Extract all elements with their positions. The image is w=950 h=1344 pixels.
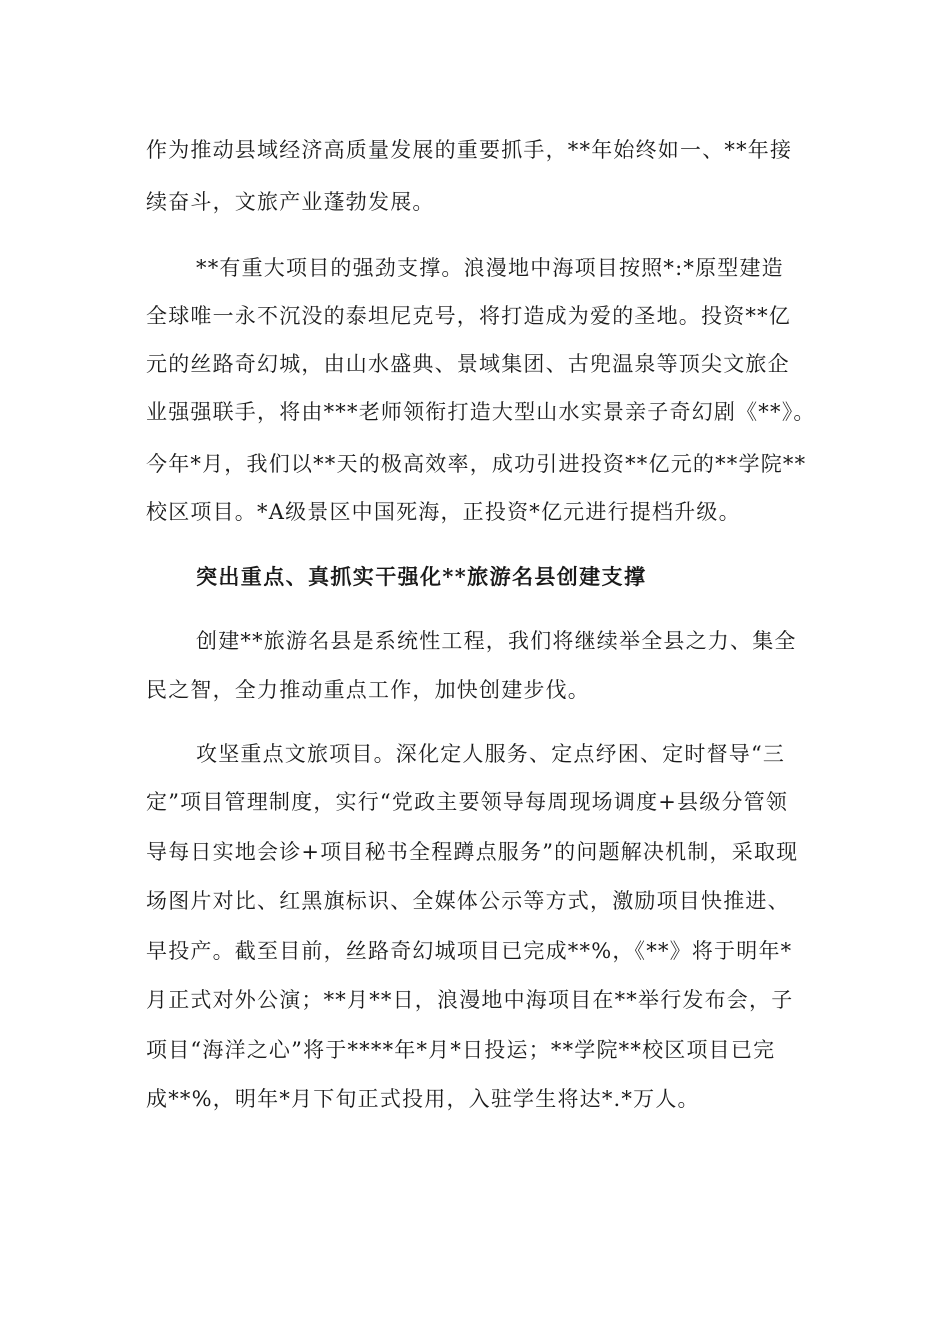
paragraph-4-line-2: 定”项目管理制度，实行“党政主要领导每周现场调度+县级分管领: [146, 790, 789, 814]
paragraph-1-line-1: 作为推动县域经济高质量发展的重要抓手，**年始终如一、**年接: [146, 138, 793, 162]
paragraph-1-line-2: 续奋斗，文旅产业蓬勃发展。: [146, 190, 435, 214]
paragraph-4-line-7: 项目“海洋之心”将于****年*月*日投运；**学院**校区项目已完: [146, 1038, 776, 1062]
paragraph-4-line-6: 月正式对外公演；**月**日，浪漫地中海项目在**举行发布会，子: [146, 988, 794, 1012]
paragraph-2-line-2: 全球唯一永不沉没的泰坦尼克号，将打造成为爱的圣地。投资**亿: [146, 304, 791, 328]
paragraph-4-line-5: 早投产。截至目前，丝路奇幻城项目已完成**%，《**》将于明年*: [146, 939, 793, 963]
section-heading: 突出重点、真抓实干强化**旅游名县创建支撑: [196, 564, 647, 589]
paragraph-2-line-1: **有重大项目的强劲支撑。浪漫地中海项目按照*:*原型建造: [196, 256, 784, 280]
paragraph-4-line-1: 攻坚重点文旅项目。深化定人服务、定点纾困、定时督导“三: [196, 742, 786, 766]
paragraph-3-line-1: 创建**旅游名县是系统性工程，我们将继续举全县之力、集全: [196, 629, 797, 653]
paragraph-2-line-5: 今年*月，我们以**天的极高效率，成功引进投资**亿元的**学院**: [146, 452, 807, 476]
paragraph-4-line-3: 导每日实地会诊+项目秘书全程蹲点服务”的问题解决机制，采取现: [146, 840, 799, 864]
paragraph-4-line-8: 成**%，明年*月下旬正式投用，入驻学生将达*.*万人。: [146, 1087, 700, 1111]
paragraph-4-line-4: 场图片对比、红黑旗标识、全媒体公示等方式，激励项目快推进、: [146, 889, 790, 913]
paragraph-2-line-6: 校区项目。*A级景区中国死海，正投资*亿元进行提档升级。: [146, 500, 741, 524]
paragraph-2-line-4: 业强强联手，将由***老师领衔打造大型山水实景亲子奇幻剧《**》。: [146, 400, 816, 424]
paragraph-2-line-3: 元的丝路奇幻城，由山水盛典、景域集团、古兜温泉等顶尖文旅企: [146, 352, 790, 376]
paragraph-3-line-2: 民之智，全力推动重点工作，加快创建步伐。: [146, 678, 590, 702]
